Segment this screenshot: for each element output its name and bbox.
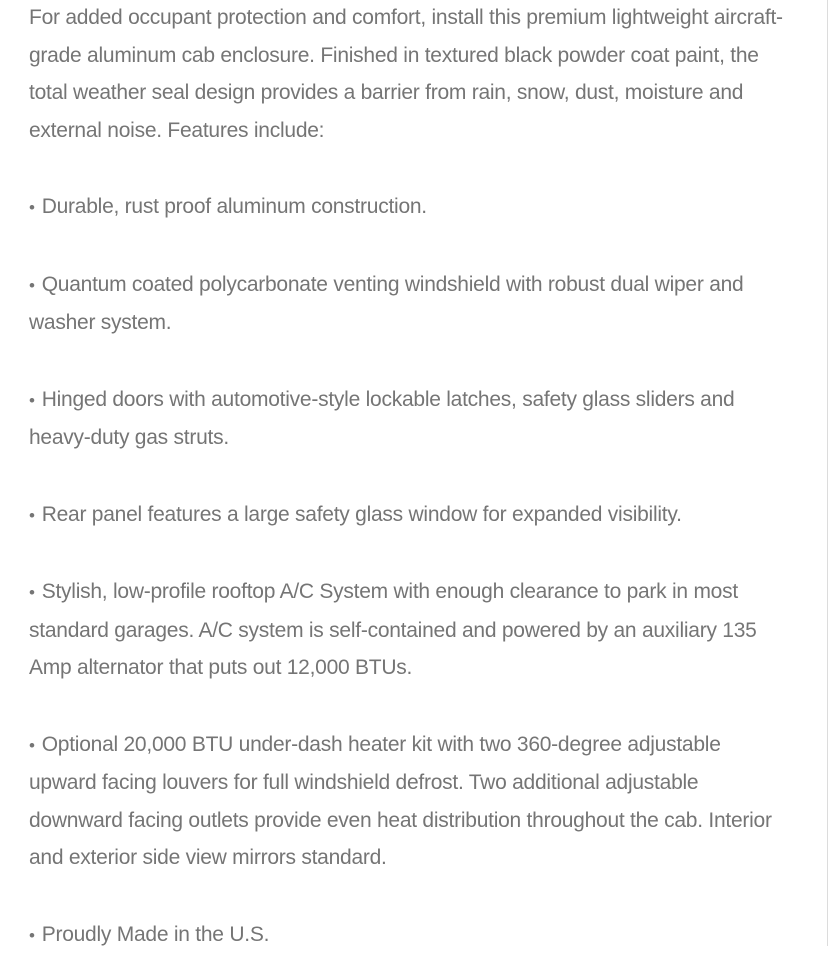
bullet-icon: • xyxy=(29,497,35,535)
feature-bullet-construction xyxy=(29,188,788,227)
feature-text: Quantum coated polycarbonate venting windshield with robust dual wiper and washer system. xyxy=(29,273,743,335)
feature-text: Proudly Made in the U.S. xyxy=(42,923,269,946)
feature-text: Hinged doors with automotive-style lockable latches, safety glass sliders and heavy-duty gas struts. xyxy=(29,388,734,450)
bullet-icon: • xyxy=(29,382,35,420)
bullet-icon: • xyxy=(29,574,35,612)
feature-bullet-made-in-us xyxy=(29,916,788,954)
feature-bullet-doors xyxy=(29,381,788,457)
bullet-icon: • xyxy=(29,917,35,954)
bullet-icon: • xyxy=(29,727,35,765)
feature-text: Stylish, low-profile rooftop A/C System with enough clearance to park in most standard garages. A/C system is self-contained and powered by an auxiliary 135 Amp alternator that puts out 12,000 BTUs. xyxy=(29,580,757,679)
feature-text: Durable, rust proof aluminum construction. xyxy=(42,195,427,218)
feature-bullet-heater-kit xyxy=(29,726,788,877)
intro-paragraph: For added occupant protection and comfort, install this premium lightweight aircraft-grade aluminum cab enclosure. Finished in textured black powder coat paint, the total weather seal design provides a barrier from rain, snow, dust, moisture and external noise. Features include: xyxy=(29,0,788,149)
feature-text: Optional 20,000 BTU under-dash heater kit with two 360-degree adjustable upward facing louvers for full windshield defrost. Two additional adjustable downward facing outlets provide even heat distribution throughout the cab. Interior and exterior side view mirrors standard. xyxy=(29,733,772,870)
feature-bullet-rear-panel xyxy=(29,496,788,535)
bullet-icon: • xyxy=(29,189,35,227)
bullet-icon: • xyxy=(29,267,35,305)
feature-text: Rear panel features a large safety glass window for expanded visibility. xyxy=(42,503,682,526)
feature-bullet-ac-system xyxy=(29,573,788,687)
feature-bullet-windshield xyxy=(29,266,788,342)
